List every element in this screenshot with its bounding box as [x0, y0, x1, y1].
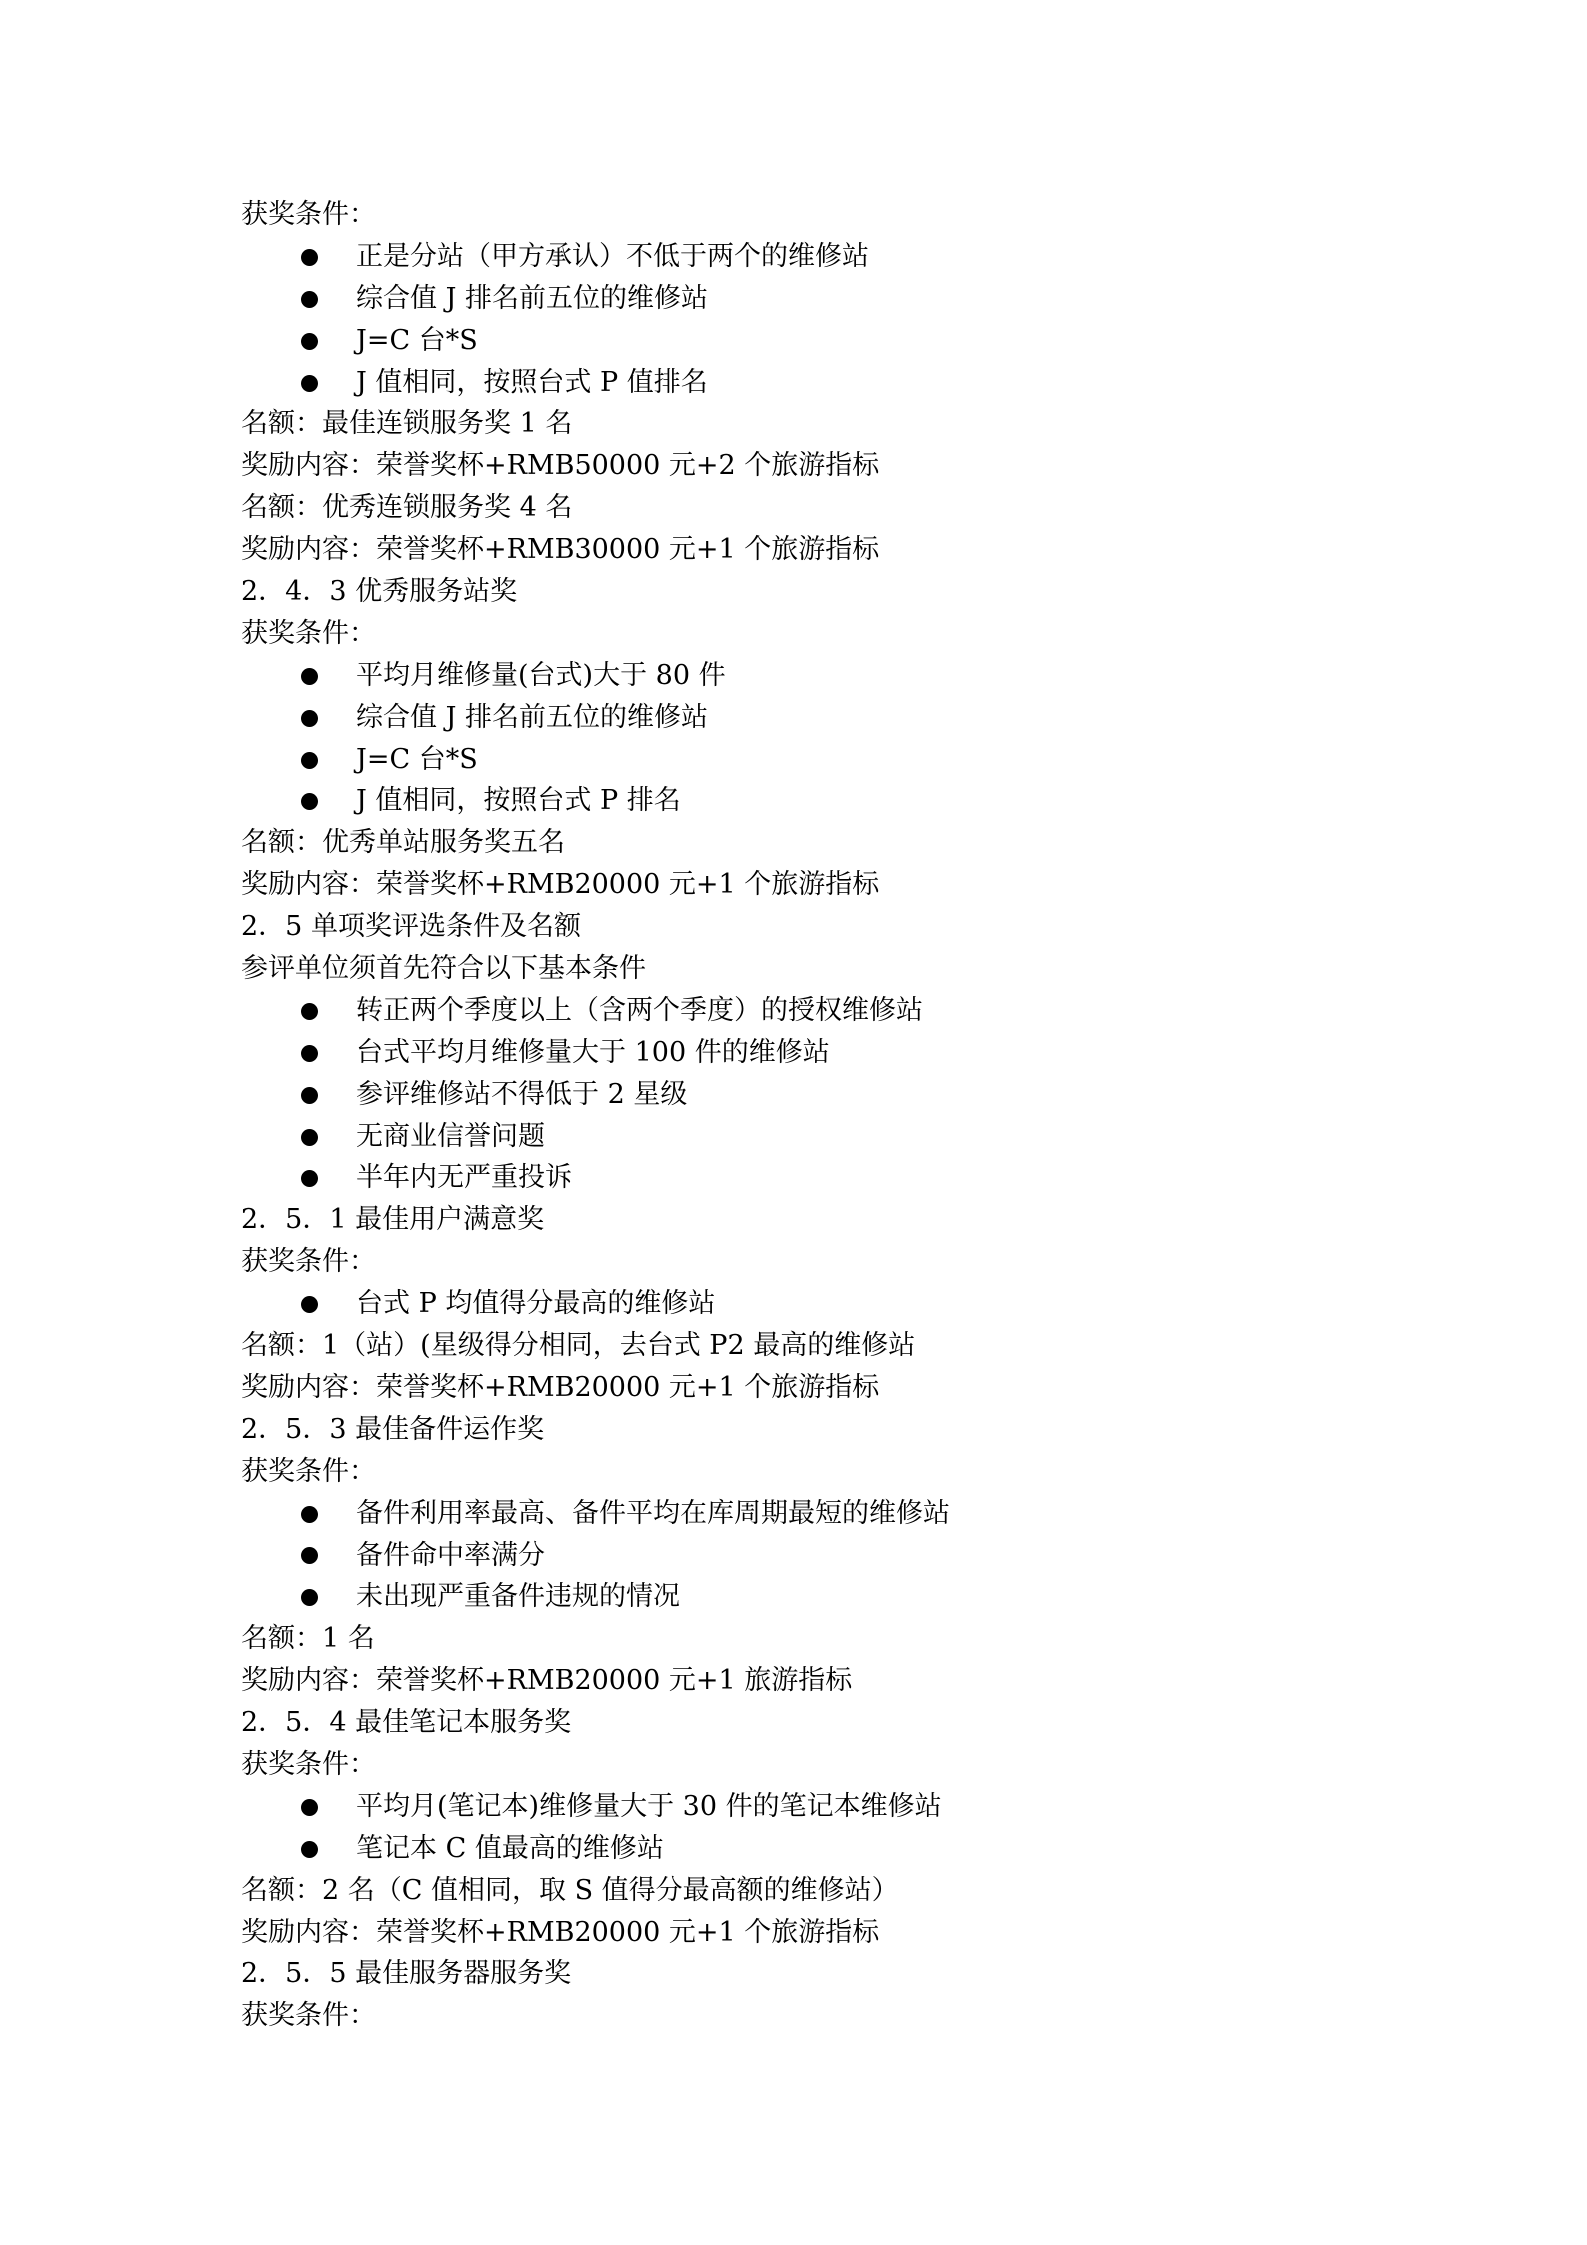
bullet-item — [241, 236, 1351, 278]
bullet-icon — [301, 668, 318, 685]
text-line — [241, 948, 1351, 990]
text-line — [241, 1367, 1351, 1409]
bullet-item — [241, 697, 1351, 739]
bullet-item — [241, 780, 1351, 822]
bullet-icon — [301, 291, 318, 308]
line-text: 2．5．1 最佳用户满意奖 — [241, 1204, 545, 1236]
text-line — [241, 571, 1351, 613]
line-text: 参评单位须首先符合以下基本条件 — [241, 953, 646, 985]
text-line — [241, 1241, 1351, 1283]
line-text: 综合值 J 排名前五位的维修站 — [356, 282, 708, 314]
bullet-icon — [301, 249, 318, 266]
line-text: 名额：1 名 — [241, 1623, 375, 1655]
line-text: 2．5．5 最佳服务器服务奖 — [241, 1958, 572, 1990]
line-text: 综合值 J 排名前五位的维修站 — [356, 701, 708, 733]
text-line — [241, 403, 1351, 445]
bullet-icon — [301, 1506, 318, 1523]
bullet-icon — [301, 1170, 318, 1187]
bullet-icon — [301, 1045, 318, 1062]
line-text: 平均月(笔记本)维修量大于 30 件的笔记本维修站 — [356, 1790, 942, 1822]
line-text: 获奖条件： — [241, 1455, 376, 1487]
text-line — [241, 1409, 1351, 1451]
bullet-icon — [301, 1087, 318, 1104]
bullet-icon — [301, 1003, 318, 1020]
document-body — [241, 194, 1351, 2037]
bullet-icon — [301, 752, 318, 769]
line-text: 转正两个季度以上（含两个季度）的授权维修站 — [356, 994, 923, 1026]
bullet-icon — [301, 375, 318, 392]
text-line — [241, 529, 1351, 571]
bullet-item — [241, 1576, 1351, 1618]
line-text: 奖励内容：荣誉奖杯+RMB20000 元+1 个旅游指标 — [241, 869, 880, 901]
line-text: 笔记本 C 值最高的维修站 — [356, 1832, 664, 1864]
bullet-item — [241, 1116, 1351, 1158]
bullet-item — [241, 990, 1351, 1032]
line-text: 2．5．3 最佳备件运作奖 — [241, 1413, 545, 1445]
line-text: 备件利用率最高、备件平均在库周期最短的维修站 — [356, 1497, 950, 1529]
line-text: 半年内无严重投诉 — [356, 1162, 572, 1194]
bullet-icon — [301, 1841, 318, 1858]
line-text: 名额：2 名（C 值相同，取 S 值得分最高额的维修站） — [241, 1874, 899, 1906]
line-text: 无商业信誉问题 — [356, 1120, 545, 1152]
bullet-item — [241, 362, 1351, 404]
text-line — [241, 1702, 1351, 1744]
bullet-item — [241, 1157, 1351, 1199]
text-line — [241, 1199, 1351, 1241]
line-text: J=C 台*S — [356, 324, 478, 356]
text-line — [241, 613, 1351, 655]
bullet-icon — [301, 793, 318, 810]
text-line — [241, 1995, 1351, 2037]
line-text: J 值相同，按照台式 P 值排名 — [356, 366, 708, 398]
bullet-item — [241, 1535, 1351, 1577]
line-text: 获奖条件： — [241, 1246, 376, 1278]
line-text: 备件命中率满分 — [356, 1539, 545, 1571]
text-line — [241, 1325, 1351, 1367]
line-text: 名额：优秀单站服务奖五名 — [241, 827, 565, 859]
line-text: 参评维修站不得低于 2 星级 — [356, 1078, 688, 1110]
bullet-icon — [301, 1589, 318, 1606]
bullet-item — [241, 320, 1351, 362]
line-text: 名额：优秀连锁服务奖 4 名 — [241, 492, 573, 524]
text-line — [241, 445, 1351, 487]
line-text: 奖励内容：荣誉奖杯+RMB50000 元+2 个旅游指标 — [241, 450, 880, 482]
bullet-item — [241, 739, 1351, 781]
text-line — [241, 906, 1351, 948]
bullet-icon — [301, 1129, 318, 1146]
line-text: 台式 P 均值得分最高的维修站 — [356, 1288, 716, 1320]
bullet-item — [241, 278, 1351, 320]
line-text: J 值相同，按照台式 P 排名 — [356, 785, 681, 817]
line-text: 获奖条件： — [241, 199, 376, 230]
line-text: J=C 台*S — [356, 743, 478, 775]
line-text: 获奖条件： — [241, 1748, 376, 1780]
text-line — [241, 864, 1351, 906]
line-text: 平均月维修量(台式)大于 80 件 — [356, 659, 726, 691]
text-line — [241, 1618, 1351, 1660]
bullet-item — [241, 1032, 1351, 1074]
line-text: 未出现严重备件违规的情况 — [356, 1581, 680, 1613]
text-line — [241, 487, 1351, 529]
text-line — [241, 1912, 1351, 1954]
text-line — [241, 1451, 1351, 1493]
text-line — [241, 194, 1351, 236]
text-line — [241, 1870, 1351, 1912]
bullet-item — [241, 1786, 1351, 1828]
bullet-icon — [301, 1799, 318, 1816]
line-text: 名额：最佳连锁服务奖 1 名 — [241, 408, 573, 440]
text-line — [241, 1953, 1351, 1995]
bullet-item — [241, 1828, 1351, 1870]
text-line — [241, 1660, 1351, 1702]
line-text: 奖励内容：荣誉奖杯+RMB20000 元+1 个旅游指标 — [241, 1371, 880, 1403]
line-text: 2．5 单项奖评选条件及名额 — [241, 911, 581, 943]
bullet-item — [241, 1074, 1351, 1116]
line-text: 正是分站（甲方承认）不低于两个的维修站 — [356, 240, 869, 272]
bullet-icon — [301, 1296, 318, 1313]
line-text: 2．4．3 优秀服务站奖 — [241, 576, 518, 608]
line-text: 获奖条件： — [241, 2000, 376, 2032]
line-text: 获奖条件： — [241, 617, 376, 649]
line-text: 奖励内容：荣誉奖杯+RMB20000 元+1 个旅游指标 — [241, 1916, 880, 1948]
bullet-item — [241, 1283, 1351, 1325]
line-text: 名额：1（站）(星级得分相同，去台式 P2 最高的维修站 — [241, 1330, 916, 1362]
text-line — [241, 1744, 1351, 1786]
line-text: 2．5．4 最佳笔记本服务奖 — [241, 1707, 572, 1739]
line-text: 奖励内容：荣誉奖杯+RMB30000 元+1 个旅游指标 — [241, 534, 880, 566]
line-text: 奖励内容：荣誉奖杯+RMB20000 元+1 旅游指标 — [241, 1665, 853, 1697]
bullet-icon — [301, 333, 318, 350]
bullet-icon — [301, 1547, 318, 1564]
line-text: 台式平均月维修量大于 100 件的维修站 — [356, 1036, 830, 1068]
bullet-icon — [301, 710, 318, 727]
bullet-item — [241, 655, 1351, 697]
text-line — [241, 822, 1351, 864]
bullet-item — [241, 1493, 1351, 1535]
